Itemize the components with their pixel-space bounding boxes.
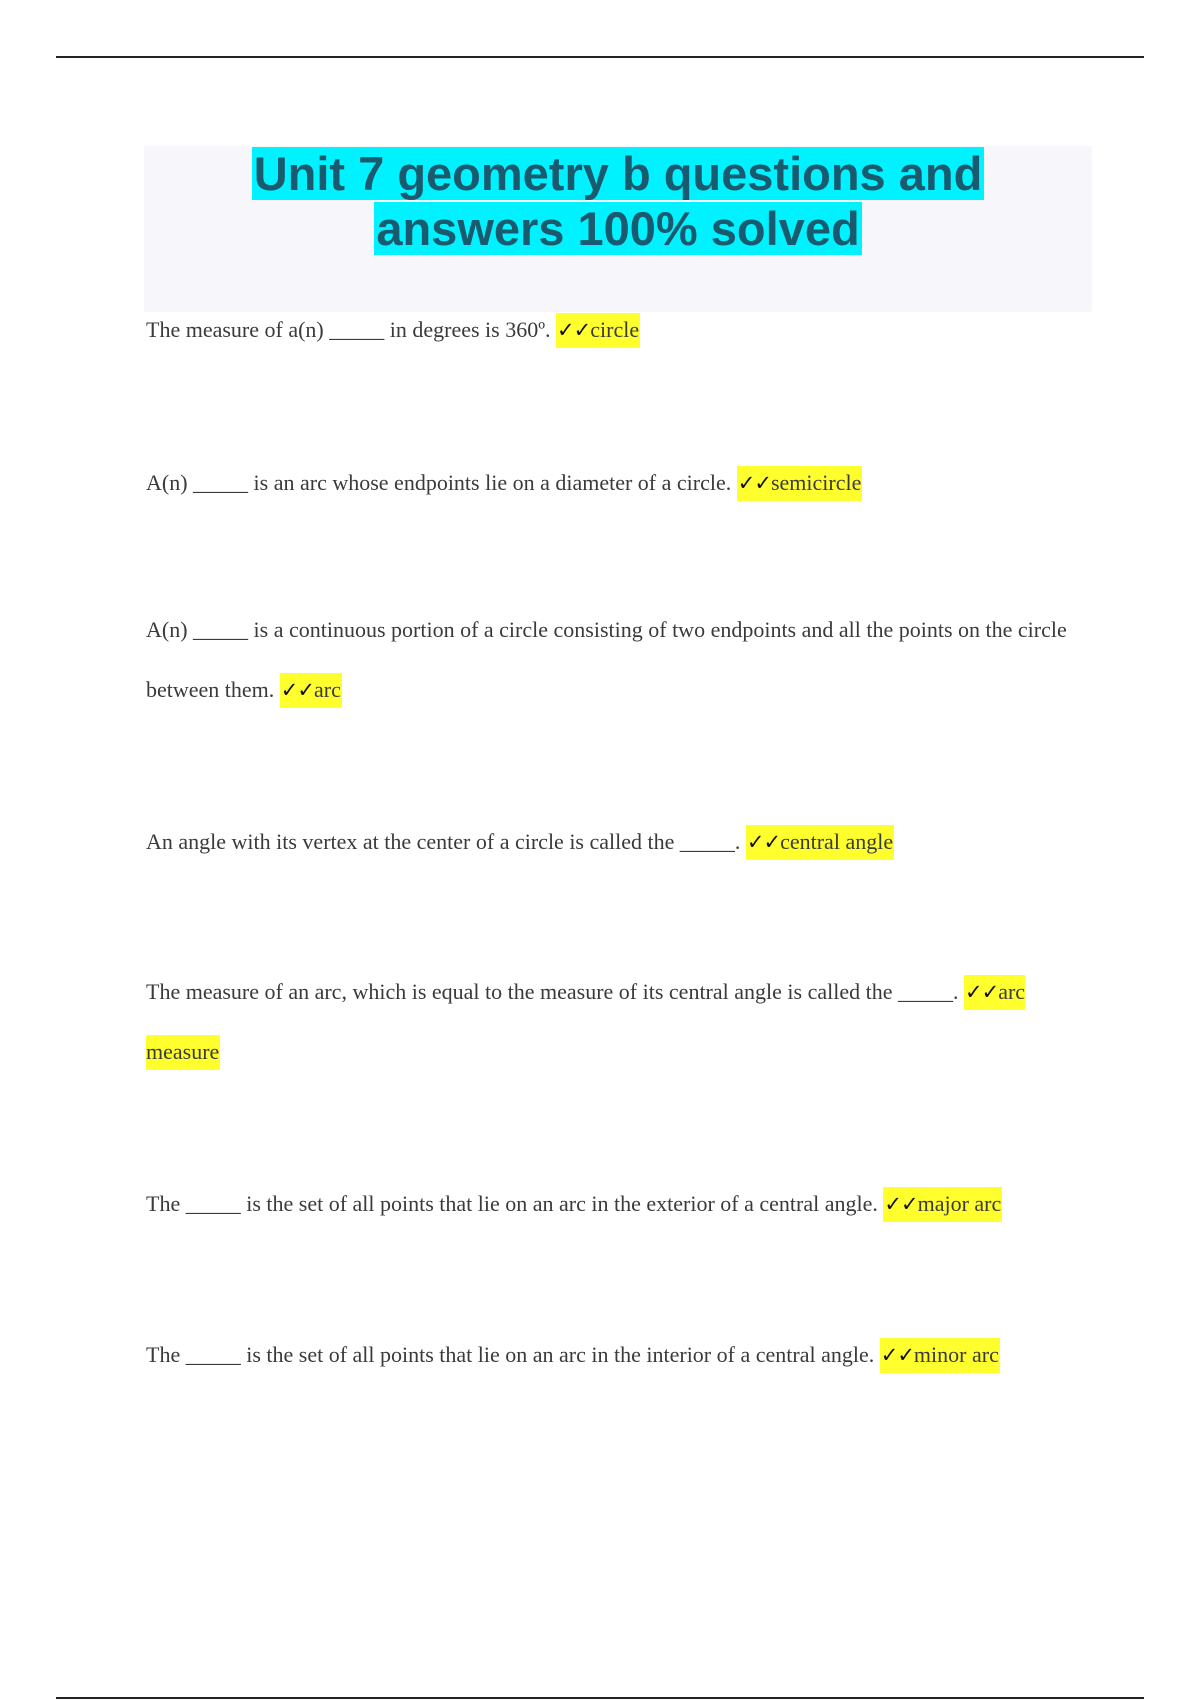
- answer-text: semicircle: [770, 470, 862, 495]
- qa-item-6: [146, 1174, 1094, 1234]
- answer-text: circle: [590, 317, 640, 342]
- double-check-icon: ✓✓: [557, 318, 591, 342]
- qa-item-2: [146, 453, 1094, 513]
- document-title: [238, 146, 998, 256]
- answer-highlight: [280, 673, 342, 708]
- question-text: A(n) _____ is a continuous portion of a circle consisting of two endpoints and all the points on the circle between them.: [146, 617, 1067, 702]
- answer-text: central angle: [780, 829, 894, 854]
- bottom-rule: [56, 1697, 1144, 1699]
- question-text: The measure of an arc, which is equal to the measure of its central angle is called the _____.: [146, 979, 959, 1004]
- answer-highlight: [746, 825, 894, 860]
- answer-text: major arc: [917, 1191, 1002, 1216]
- answer-text: arc measure: [146, 979, 1026, 1064]
- answer-highlight: [737, 466, 863, 501]
- answer-highlight: [556, 313, 640, 348]
- qa-item-3: [146, 600, 1094, 720]
- double-check-icon: ✓✓: [884, 1192, 918, 1216]
- answer-text: minor arc: [913, 1342, 999, 1367]
- answer-highlight: [880, 1338, 1000, 1373]
- double-check-icon: ✓✓: [280, 678, 314, 702]
- answer-text: arc: [314, 677, 341, 702]
- question-text: An angle with its vertex at the center of a circle is called the _____.: [146, 829, 741, 854]
- answer-highlight: [883, 1187, 1002, 1222]
- double-check-icon: ✓✓: [737, 471, 771, 495]
- qa-item-5: [146, 962, 1094, 1082]
- qa-item-4: [146, 812, 1094, 872]
- qa-item-7: [146, 1325, 1094, 1385]
- double-check-icon: ✓✓: [964, 980, 999, 1004]
- double-check-icon: ✓✓: [746, 830, 781, 854]
- document-title-text: Unit 7 geometry b questions and answers 100% solved: [253, 147, 983, 255]
- top-rule: [56, 56, 1144, 58]
- question-text: The _____ is the set of all points that lie on an arc in the interior of a central angle.: [146, 1342, 875, 1367]
- question-text: A(n) _____ is an arc whose endpoints lie on a diameter of a circle.: [146, 470, 732, 495]
- question-text: The _____ is the set of all points that lie on an arc in the exterior of a central angle.: [146, 1191, 878, 1216]
- question-text: The measure of a(n) _____ in degrees is 360º.: [146, 317, 551, 342]
- title-block: [144, 146, 1092, 312]
- qa-item-1: [146, 300, 1094, 360]
- double-check-icon: ✓✓: [880, 1343, 914, 1367]
